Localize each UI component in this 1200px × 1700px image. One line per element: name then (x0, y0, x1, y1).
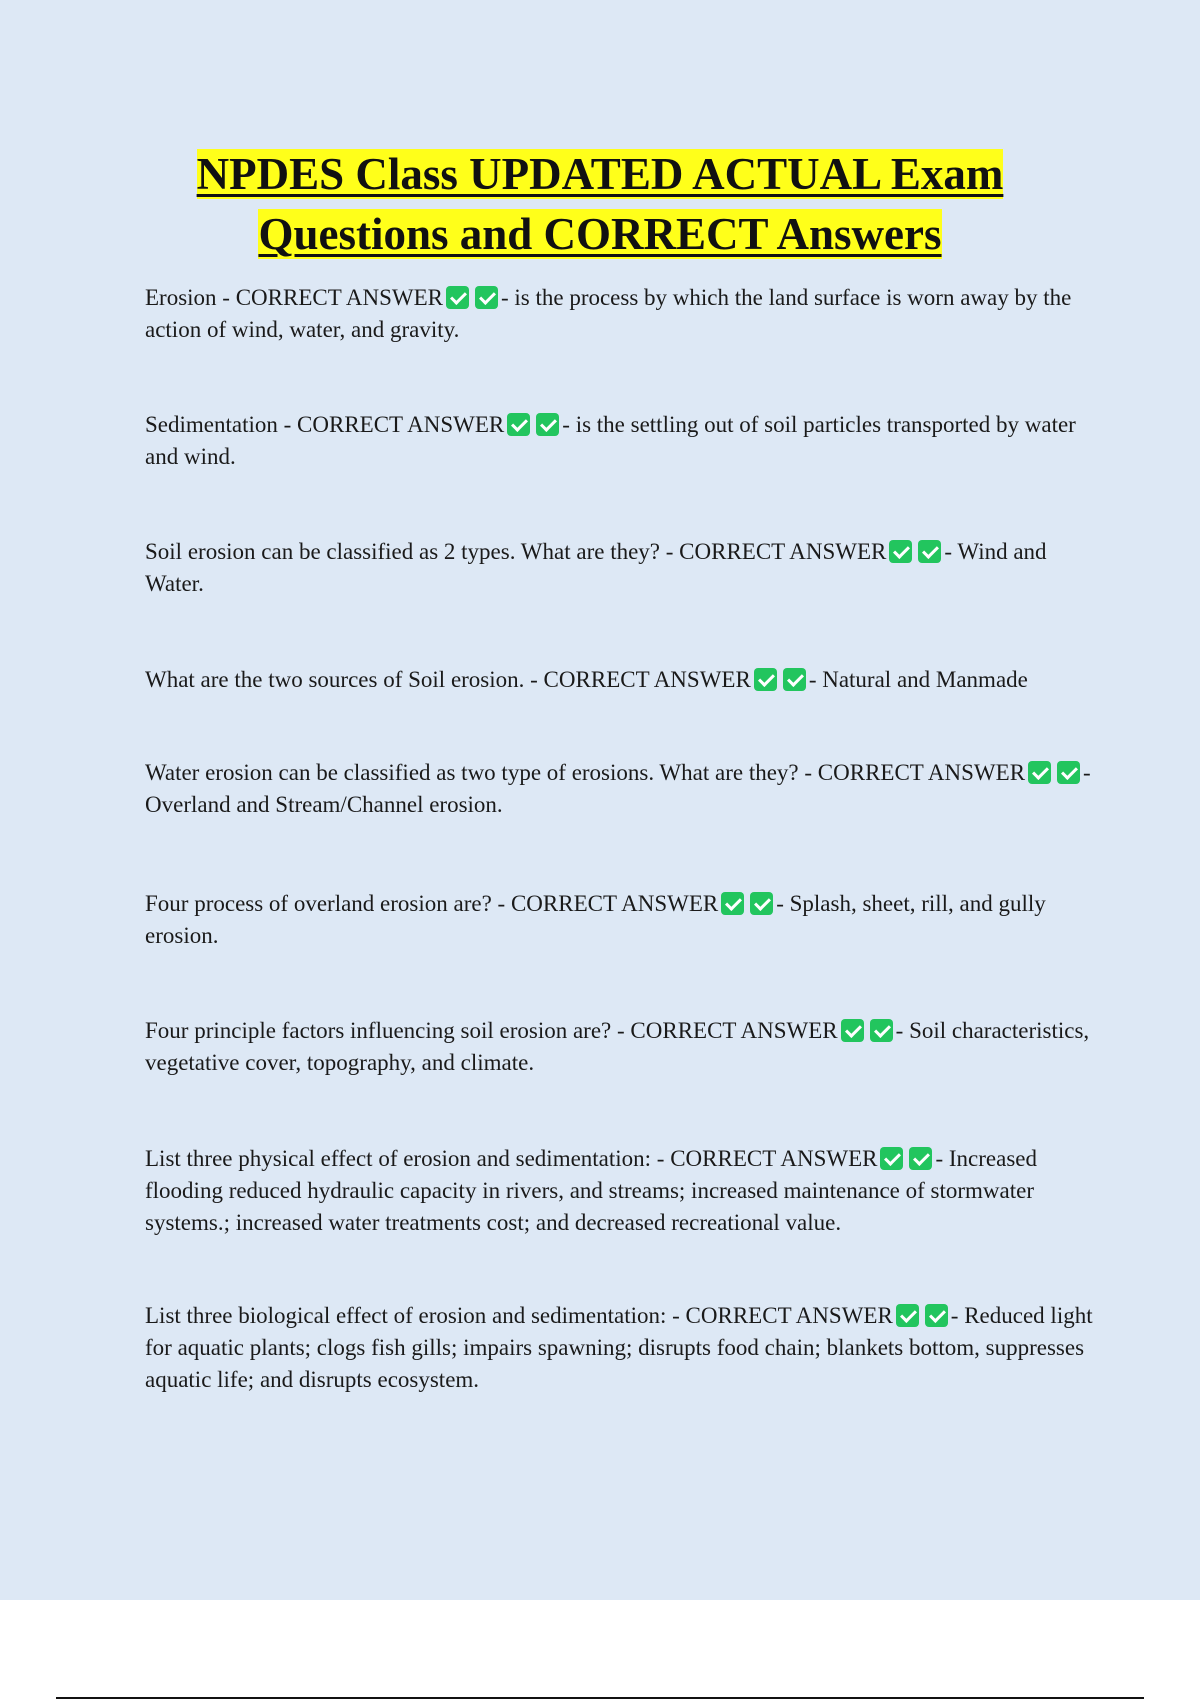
qa-item (145, 409, 1095, 473)
qa-question: Four principle factors influencing soil erosion are? - CORRECT ANSWER (145, 1018, 838, 1043)
check-icon (909, 1147, 932, 1170)
qa-item (145, 664, 1095, 696)
qa-answer: - Natural and Manmade (808, 667, 1028, 692)
qa-question: Soil erosion can be classified as 2 types. What are they? - CORRECT ANSWER (145, 539, 887, 564)
check-icon (880, 1147, 903, 1170)
qa-item (145, 282, 1095, 346)
qa-answer: - is the settling out of soil particles transported by water and wind. (145, 412, 1076, 469)
qa-answer: - Reduced light for aquatic plants; clogs fish gills; impairs spawning; disrupts food chain; blankets bottom, suppresses aquatic life; and disrupts ecosystem. (145, 1303, 1093, 1392)
qa-question: Four process of overland erosion are? - CORRECT ANSWER (145, 891, 719, 916)
check-icon (841, 1019, 864, 1042)
qa-question: List three biological effect of erosion and sedimentation: - CORRECT ANSWER (145, 1303, 893, 1328)
check-icon (1028, 761, 1051, 784)
qa-answer: - Overland and Stream/Channel erosion. (145, 760, 1091, 817)
qa-answer: - is the process by which the land surface is worn away by the action of wind, water, and gravity. (145, 285, 1072, 342)
check-icon (507, 413, 530, 436)
qa-answer: - Increased flooding reduced hydraulic capacity in rivers, and streams; increased maintenance of stormwater systems.; increased water treatments cost; and decreased recreational value. (145, 1146, 1037, 1235)
check-icon (446, 286, 469, 309)
qa-answer: - Wind and Water. (145, 539, 1047, 596)
qa-item (145, 1015, 1095, 1079)
check-icon (1057, 761, 1080, 784)
qa-question: Erosion - CORRECT ANSWER (145, 285, 443, 310)
check-icon (925, 1304, 948, 1327)
qa-item (145, 888, 1095, 952)
check-icon (896, 1304, 919, 1327)
qa-question: Sedimentation - CORRECT ANSWER (145, 412, 505, 437)
check-icon (475, 286, 498, 309)
check-icon (754, 668, 777, 691)
qa-item (145, 1300, 1095, 1396)
footer-divider (56, 1697, 1144, 1699)
check-icon (721, 892, 744, 915)
check-icon (783, 668, 806, 691)
qa-item (145, 757, 1095, 821)
document-title (100, 144, 1100, 264)
qa-answer: - Splash, sheet, rill, and gully erosion. (145, 891, 1046, 948)
title-line-1: NPDES Class UPDATED ACTUAL Exam (196, 149, 1004, 199)
check-icon (889, 540, 912, 563)
qa-item (145, 1143, 1095, 1239)
check-icon (918, 540, 941, 563)
qa-question: List three physical effect of erosion and sedimentation: - CORRECT ANSWER (145, 1146, 878, 1171)
check-icon (750, 892, 773, 915)
qa-question: What are the two sources of Soil erosion. - CORRECT ANSWER (145, 667, 751, 692)
qa-answer: - Soil characteristics, vegetative cover, topography, and climate. (145, 1018, 1090, 1075)
title-line-2: Questions and CORRECT Answers (258, 209, 942, 259)
qa-item (145, 536, 1095, 600)
check-icon (536, 413, 559, 436)
check-icon (870, 1019, 893, 1042)
qa-question: Water erosion can be classified as two type of erosions. What are they? - CORRECT ANSWER (145, 760, 1026, 785)
